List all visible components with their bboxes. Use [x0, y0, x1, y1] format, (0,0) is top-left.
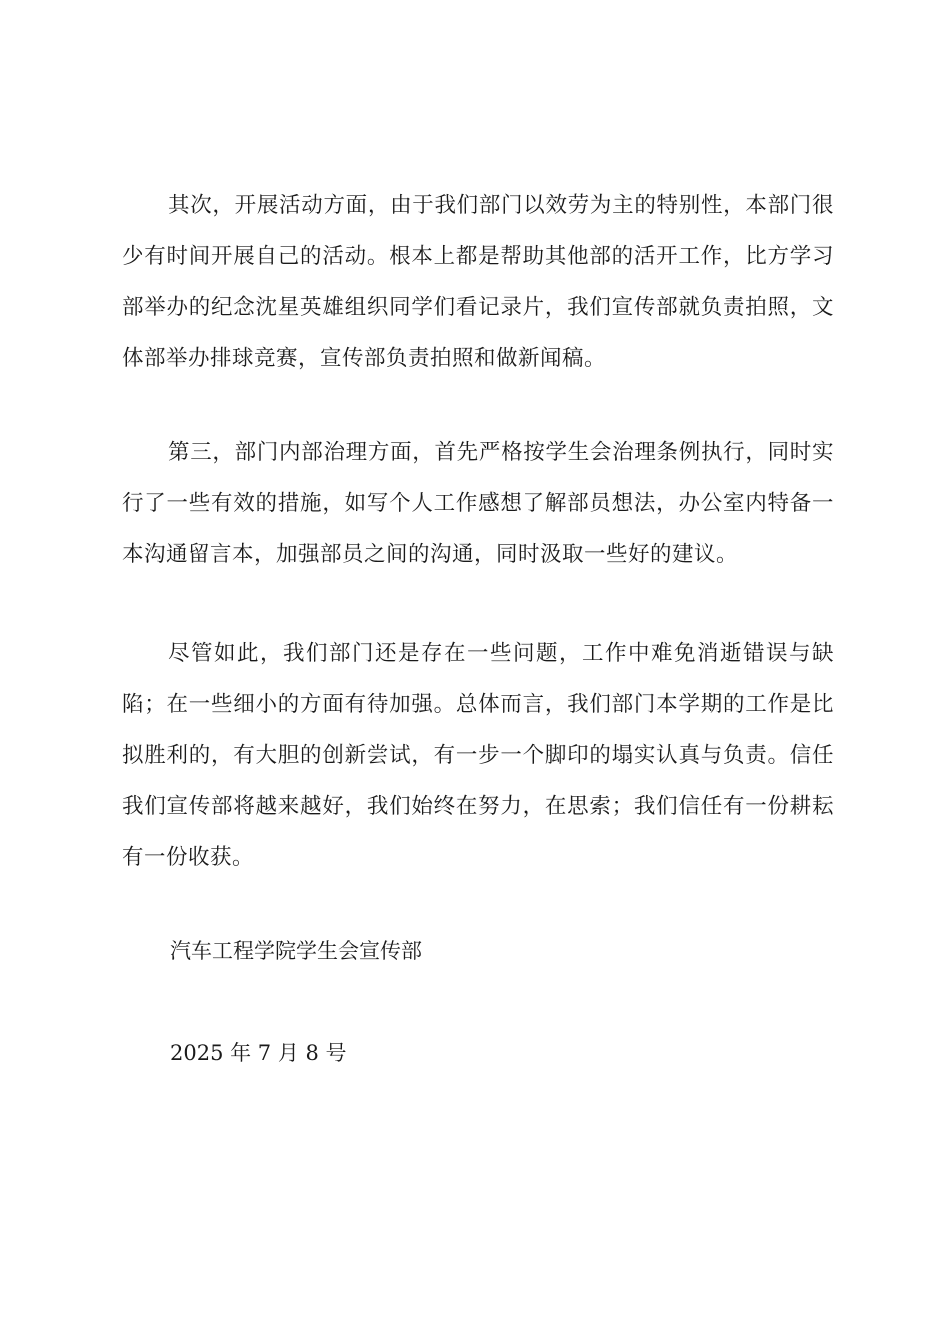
signature-organization: 汽车工程学院学生会宣传部: [170, 939, 422, 963]
paragraph-activities: 其次，开展活动方面，由于我们部门以效劳为主的特别性，本部门很少有时间开展自己的活动。根本上都是帮助其他部的活开工作，比方学习部举办的纪念沈星英雄组织同学们看记录片，我们宣传部就负责拍照，文体部举办排球竞赛，宣传部负责拍照和做新闻稿。: [122, 193, 834, 371]
paragraph-summary: 尽管如此，我们部门还是存在一些问题，工作中难免消逝错误与缺陷；在一些细小的方面有待加强。总体而言，我们部门本学期的工作是比拟胜利的，有大胆的创新尝试，有一步一个脚印的塌实认真与负责。信任我们宣传部将越来越好，我们始终在努力，在思索；我们信任有一份耕耘有一份收获。: [122, 641, 834, 870]
paragraph-internal-management: 第三，部门内部治理方面，首先严格按学生会治理条例执行，同时实行了一些有效的措施，如写个人工作感想了解部员想法，办公室内特备一本沟通留言本，加强部员之间的沟通，同时汲取一些好的建议。: [122, 440, 834, 567]
signature-date: 2025 年 7 月 8 号: [170, 1041, 347, 1065]
